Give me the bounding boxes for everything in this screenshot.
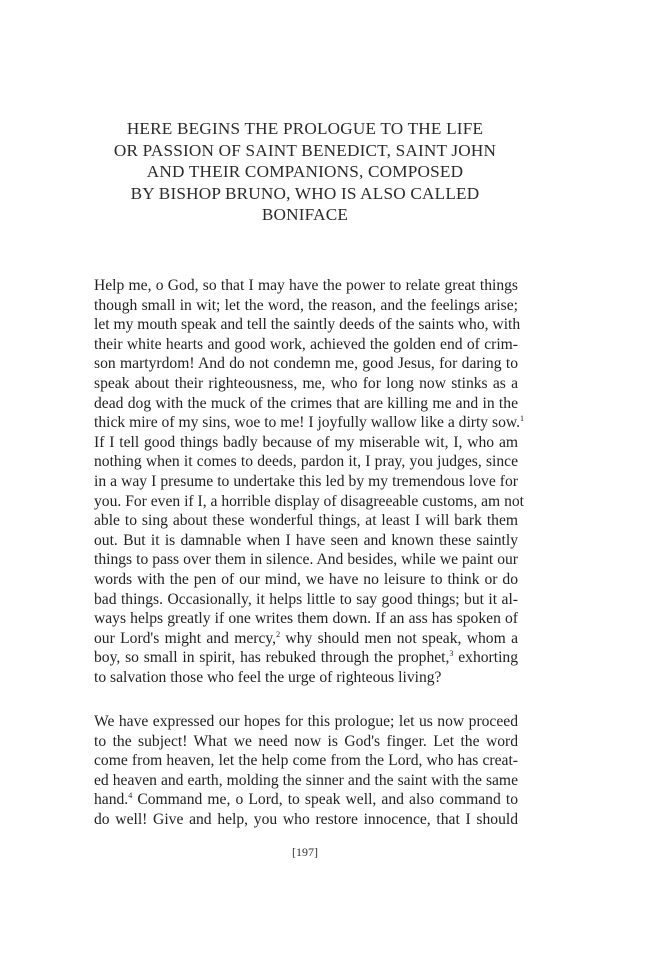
line-text: exhorting [453,649,518,667]
title-line: AND THEIR COMPANIONS, COMPOSED [146,162,464,181]
text-line: bad things. Occasionally, it helps little to say good things; but it al- [94,590,518,608]
text-line: We have expressed our hopes for this prologue; let us now proceed [94,713,518,730]
text-line: though small in wit; let the word, the reason, and the feelings arise; [94,296,518,314]
text-line [94,790,518,810]
paragraph-1 [94,276,525,687]
title-line: HERE BEGINS THE PROLOGUE TO THE LIFE [126,119,484,138]
text-line: in a way I presume to undertake this led by my tremendous love for [94,472,518,490]
text-line [94,413,525,433]
text-line: dead dog with the muck of the crimes that are killing me and in the [94,394,518,412]
page-number: [197] [292,845,318,859]
footnote-marker: 4 [128,791,133,801]
line-text: thick mire of my sins, woe to me! I joyfully wallow like a dirty sow. [94,414,521,432]
text-line: Help me, o God, so that I may have the power to relate great things [94,277,518,294]
text-line [94,648,518,668]
text-line: ed heaven and earth, molding the sinner and the saint with the same [94,771,518,789]
text-line: things to pass over them in silence. And besides, while we paint our [94,551,518,569]
text-line: If I tell good things badly because of my miserable wit, I, who am [94,433,518,451]
footnote-marker: 2 [276,629,281,639]
title-line: OR PASSION OF SAINT BENEDICT, SAINT JOHN [113,140,497,160]
text-line: come from heaven, let the help come from the Lord, who has creat- [94,752,518,770]
text-line: you. For even if I, a horrible display of disagreeable customs, am not [94,492,525,510]
footnote-marker: 3 [449,649,454,659]
footnote-marker: 1 [520,414,525,424]
line-text: our Lord's might and mercy, [94,629,277,647]
text-line: son martyrdom! And do not condemn me, good Jesus, for daring to [94,355,518,373]
line-text: why should men not speak, whom a [280,629,518,647]
line-text: boy, so small in spirit, has rebuked through the prophet, [94,649,450,667]
text-line: their white hearts and good work, achieved the golden end of crim- [94,335,518,353]
text-line: words with the pen of our mind, we have no leisure to think or do [94,570,518,588]
text-line: to salvation those who feel the urge of righteous living? [94,668,442,686]
chapter-title [95,118,515,226]
line-text: Command me, o Lord, to speak well, and also command to [132,791,518,809]
text-line: out. But it is damnable when I have seen and known these saintly [94,531,518,549]
text-line: do well! Give and help, you who restore innocence, that I should [94,810,518,828]
title-line: BONIFACE [261,205,349,224]
text-line: ways helps greatly if one writes them down. If an ass has spoken of [94,610,518,628]
text-line: let my mouth speak and tell the saintly deeds of the saints who, with [94,316,521,334]
text-line: able to sing about these wonderful things, at least I will bark them [94,512,518,530]
text-line [94,629,518,649]
title-line: BY BISHOP BRUNO, WHO IS ALSO CALLED [130,183,480,203]
text-line: speak about their righteousness, me, who for long now stinks as a [94,374,518,392]
line-text: hand. [94,791,129,809]
text-line: to the subject! What we need now is God's finger. Let the word [94,732,518,750]
paragraph-2 [94,712,518,830]
text-line: nothing when it comes to deeds, pardon it, I pray, you judges, since [94,453,518,471]
